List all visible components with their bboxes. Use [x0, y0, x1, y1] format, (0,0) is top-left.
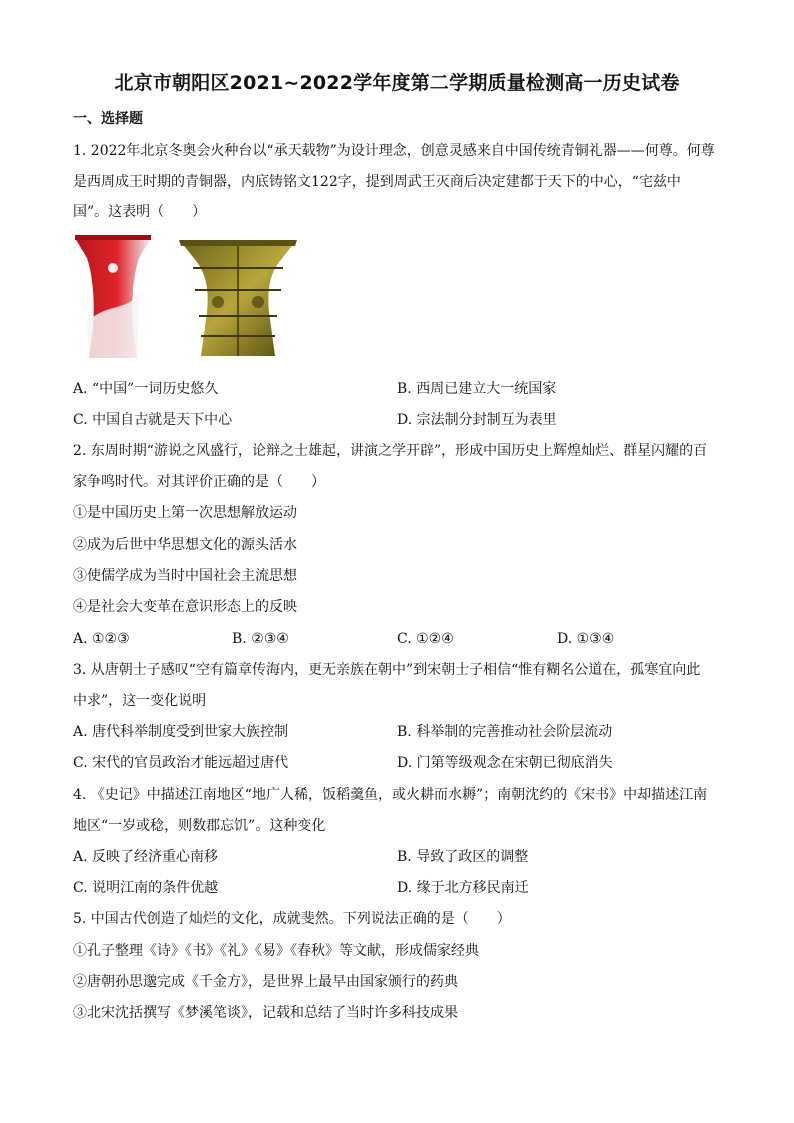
q1-stem-line: 1. 2022年北京冬奥会火种台以“承天载物”为设计理念，创意灵感来自中国传统青铜礼器——何尊。何尊 — [73, 143, 715, 159]
q2-stem-line: 家争鸣时代。对其评价正确的是（ ） — [73, 474, 325, 490]
q5-statement: ③北宋沈括撰写《梦溪笔谈》，记载和总结了当时许多科技成果 — [73, 1005, 458, 1021]
q3-stem-line: 3. 从唐朝士子感叹“空有篇章传海内，更无亲族在朝中”到宋朝士子相信“惟有糊名公道在，孤寒宜向此 — [73, 662, 701, 678]
q1-stem-line: 是西周成王时期的青铜器，内底铸铭文122字，提到周武王灭商后决定建都于天下的中心，“宅兹中 — [73, 174, 681, 190]
q2-statement: ④是社会大变革在意识形态上的反映 — [73, 599, 297, 615]
q4-stem-line: 4. 《史记》中描述江南地区“地广人稀，饭稻羹鱼，或火耕而水耨”；南朝沈约的《宋书》中却描述江南 — [73, 787, 708, 803]
q1-option-a: A. “中国”一词历史悠久 — [73, 381, 219, 397]
q2-statement: ①是中国历史上第一次思想解放运动 — [73, 505, 297, 521]
q4-option-c: C. 说明江南的条件优越 — [73, 880, 219, 896]
q5-statement: ②唐朝孙思邈完成《千金方》，是世界上最早由国家颁行的药典 — [73, 974, 458, 990]
q4-option-d: D. 缘于北方移民南迁 — [397, 880, 529, 896]
q3-stem-line: 中求”，这一变化说明 — [73, 693, 207, 709]
he-zun-figure — [179, 240, 297, 356]
section-heading: 一、选择题 — [73, 111, 143, 127]
q1-option-d: D. 宗法制分封制互为表里 — [397, 412, 557, 428]
q4-stem-line: 地区“一岁或稔，则数郡忘饥”。这种变化 — [73, 818, 326, 834]
q3-option-d: D. 门第等级观念在宋朝已彻底消失 — [397, 755, 613, 771]
q3-option-b: B. 科举制的完善推动社会阶层流动 — [397, 724, 613, 740]
q2-statement: ③使儒学成为当时中国社会主流思想 — [73, 568, 297, 584]
q2-option-a: A. ①②③ — [73, 631, 130, 647]
q4-option-a: A. 反映了经济重心南移 — [73, 849, 219, 865]
q5-stem-line: 5. 中国古代创造了灿烂的文化，成就斐然。下列说法正确的是（ ） — [73, 911, 511, 927]
exam-title: 北京市朝阳区2021~2022学年度第二学期质量检测高一历史试卷 — [114, 72, 680, 94]
q3-option-a: A. 唐代科举制度受到世家大族控制 — [73, 724, 289, 740]
q3-option-c: C. 宋代的官员政治才能远超过唐代 — [73, 755, 289, 771]
torch-stand-figure — [75, 235, 151, 358]
q2-statement: ②成为后世中华思想文化的源头活水 — [73, 537, 297, 553]
q4-option-b: B. 导致了政区的调整 — [397, 849, 529, 865]
q1-figures — [73, 232, 313, 362]
q5-statement: ①孔子整理《诗》《书》《礼》《易》《春秋》等文献，形成儒家经典 — [73, 943, 479, 959]
q2-stem-line: 2. 东周时期“游说之风盛行，论辩之士雄起，讲演之学开辟”，形成中国历史上辉煌灿烂、群星闪耀的百 — [73, 443, 708, 459]
q1-option-c: C. 中国自古就是天下中心 — [73, 412, 233, 428]
q2-option-c: C. ①②④ — [397, 631, 454, 647]
q1-option-b: B. 西周已建立大一统国家 — [397, 381, 557, 397]
torch-stand-and-he-zun-image — [73, 232, 313, 362]
q1-stem-line: 国”。这表明（ ） — [73, 204, 207, 220]
q2-option-b: B. ②③④ — [232, 631, 289, 647]
q2-option-d: D. ①③④ — [557, 631, 615, 647]
